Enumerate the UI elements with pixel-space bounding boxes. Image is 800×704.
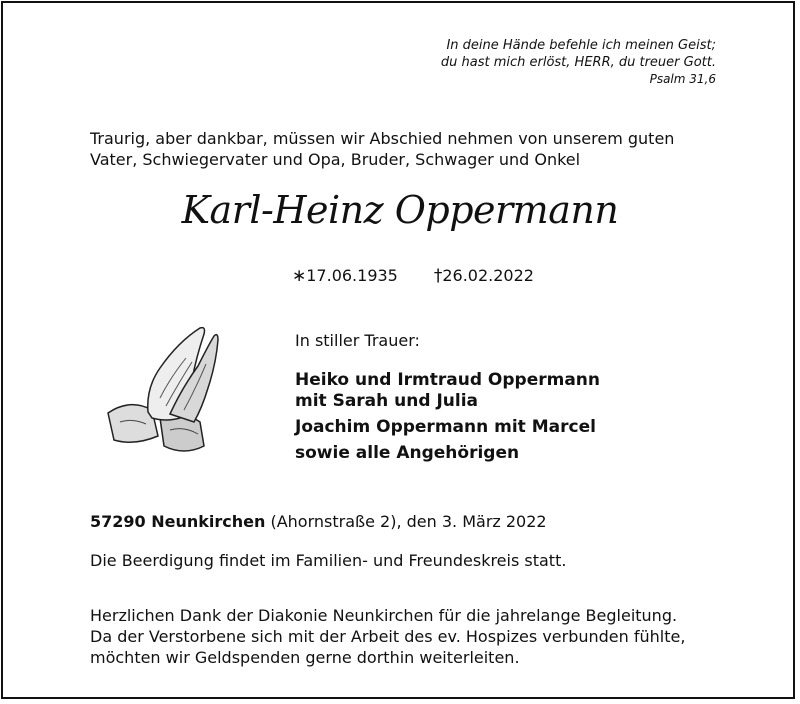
postal-city: 57290 Neunkirchen [90, 512, 266, 531]
death-date: 26.02.2022 [442, 266, 534, 285]
verse-reference: Psalm 31,6 [649, 72, 716, 86]
mourner-entry [295, 443, 600, 464]
funeral-note: Die Beerdigung findet im Familien- und Freundeskreis statt. [90, 551, 567, 570]
mourners-list [295, 370, 600, 469]
mourner-entry [295, 370, 600, 412]
mourner-line: mit Sarah und Julia [295, 391, 479, 411]
thanks-line-2: Da der Verstorbene sich mit der Arbeit des ev. Hospizes verbunden fühlte, [90, 627, 686, 646]
mourning-label: In stiller Trauer: [295, 331, 420, 350]
bible-verse [441, 37, 716, 88]
mourner-line: Joachim Oppermann mit Marcel [295, 417, 596, 437]
verse-line-2: du hast mich erlöst, HERR, du treuer Gott. [440, 55, 716, 70]
address-and-date: (Ahornstraße 2), den 3. März 2022 [265, 512, 547, 531]
thanks-line-1: Herzlichen Dank der Diakonie Neunkirchen für die jahrelange Begleitung. [90, 606, 678, 625]
death-cross-icon: † [433, 266, 443, 286]
intro-line-2: Vater, Schwiegervater und Opa, Bruder, Schwager und Onkel [90, 150, 581, 169]
thanks-line-3: möchten wir Geldspenden gerne dorthin weiterleiten. [90, 648, 520, 667]
intro-text [90, 128, 730, 170]
deceased-name: Karl-Heinz Oppermann [181, 188, 619, 232]
intro-line-1: Traurig, aber dankbar, müssen wir Abschied nehmen von unserem guten [90, 129, 675, 148]
birth-date: 17.06.1935 [306, 266, 398, 285]
praying-hands-icon [100, 318, 230, 468]
mourner-entry [295, 417, 600, 438]
mourner-line: Heiko und Irmtraud Oppermann [295, 370, 601, 390]
birth-star-icon: ∗ [292, 266, 307, 286]
thanks-text [90, 605, 740, 668]
place-and-date [90, 512, 547, 531]
verse-line-1: In deine Hände befehle ich meinen Geist; [446, 38, 716, 53]
mourner-line: sowie alle Angehörigen [295, 443, 520, 463]
life-dates [292, 266, 534, 286]
